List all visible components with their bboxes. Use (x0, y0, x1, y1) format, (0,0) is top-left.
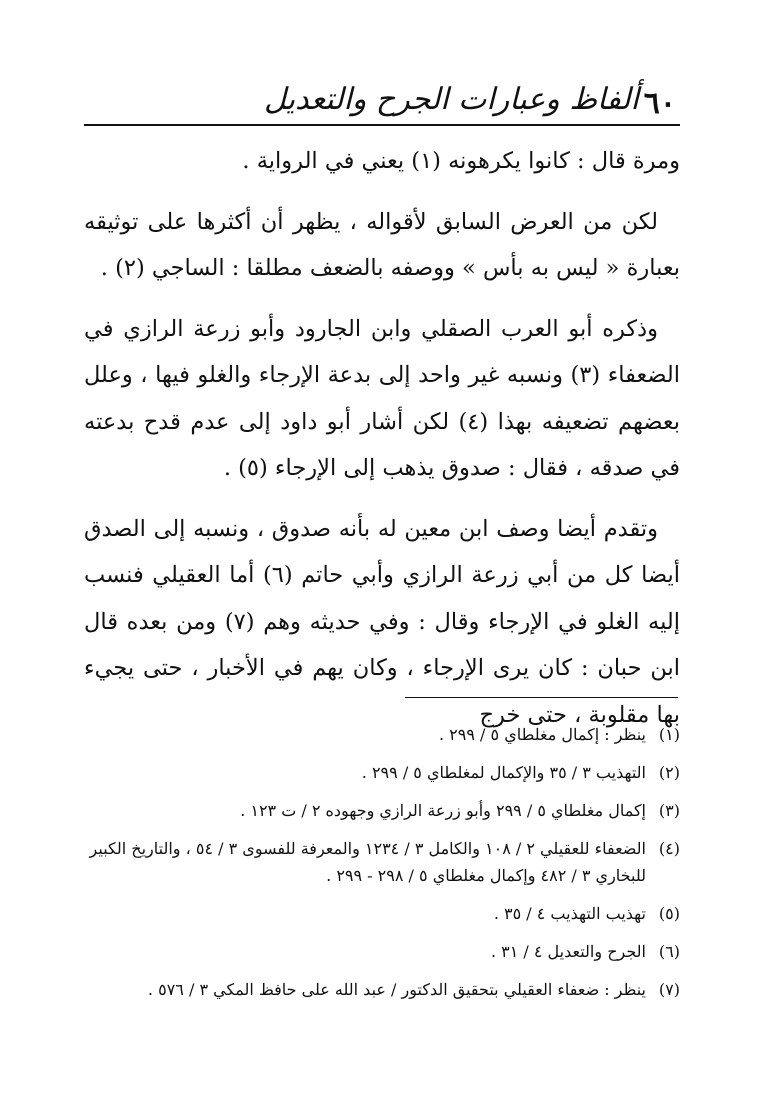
footnote-number: (٤) (658, 839, 680, 858)
footnote-text: الضعفاء للعقيلي ٢ / ١٠٨ والكامل ٣ / ١٢٣٤ والمعرفة للفسوى ٣ / ٥٤ ، والتاريخ الكبير للبخاري ٣ / ٤٨٢ وإكمال مغلطاي ٥ / ٢٩٨ - ٢٩٩ . (89, 839, 646, 885)
footnote-number: (٥) (658, 904, 680, 923)
footnote-7 (84, 976, 680, 1003)
paragraph-2: لكن من العرض السابق لأقواله ، يظهر أن أكثرها على توثيقه بعبارة « ليس به بأس » ووصفه بالضعف مطلقا : الساجي (٢) . (84, 208, 680, 281)
footnote-text: تهذيب التهذيب ٤ / ٣٥ . (493, 904, 646, 923)
footnote-text: ينظر : ضعفاء العقيلي بتحقيق الدكتور / عبد الله على حافظ المكي ٣ / ٥٧٦ . (147, 980, 646, 999)
footnote-text: الجرح والتعديل ٤ / ٣١ . (490, 942, 646, 961)
footnotes (84, 721, 680, 1014)
footnote-6 (84, 938, 680, 965)
footnote-number: (٧) (658, 980, 680, 999)
footnote-text: التهذيب ٣ / ٣٥ والإكمال لمغلطاي ٥ / ٢٩٩ . (361, 763, 646, 782)
running-title: ألفاظ وعبارات الجرح والتعديل (264, 82, 639, 117)
page-number: ٦٠ (643, 86, 676, 121)
footnote-number: (٢) (658, 763, 680, 782)
paragraph-4: وتقدم أيضا وصف ابن معين له بأنه صدوق ، ونسبه إلى الصدق أيضا كل من أبي زرعة الرازي وأبي حاتم (٦) أما العقيلي فنسب إليه الغلو في الإرجاء وقال : وفي حديثه وهم (٧) ومن بعده قال ابن حبان : كان يرى الإرجاء ، وكان يهم في الأخبار ، حتى يجيء بها مقلوبة ، حتى خرج (84, 515, 680, 728)
footnote-number: (١) (658, 725, 680, 744)
footnote-number: (٦) (658, 942, 680, 961)
footnote-2 (84, 759, 680, 786)
footnote-text: ينظر : إكمال مغلطاي ٥ / ٢٩٩ . (439, 725, 646, 744)
footnote-text: إكمال مغلطاي ٥ / ٢٩٩ وأبو زرعة الرازي وجهوده ٢ / ت ١٢٣ . (240, 801, 646, 820)
footnote-4 (84, 835, 680, 889)
paragraph-1: ومرة قال : كانوا يكرهونه (١) يعني في الرواية . (242, 148, 680, 174)
footnote-separator (405, 697, 678, 698)
footnote-3 (84, 797, 680, 824)
header-rule (84, 124, 680, 126)
main-text (84, 138, 680, 752)
page-header (84, 78, 680, 126)
footnote-number: (٣) (658, 801, 680, 820)
paragraph-3: وذكره أبو العرب الصقلي وابن الجارود وأبو زرعة الرازي في الضعفاء (٣) ونسبه غير واحد إلى بدعة الإرجاء والغلو فيها ، وعلل بعضهم تضعيفه بهذا (٤) لكن أشار أبو داود إلى عدم قدح بدعته في صدقه ، فقال : صدوق يذهب إلى الإرجاء (٥) . (84, 315, 680, 481)
footnote-5 (84, 900, 680, 927)
footnote-1 (84, 721, 680, 748)
